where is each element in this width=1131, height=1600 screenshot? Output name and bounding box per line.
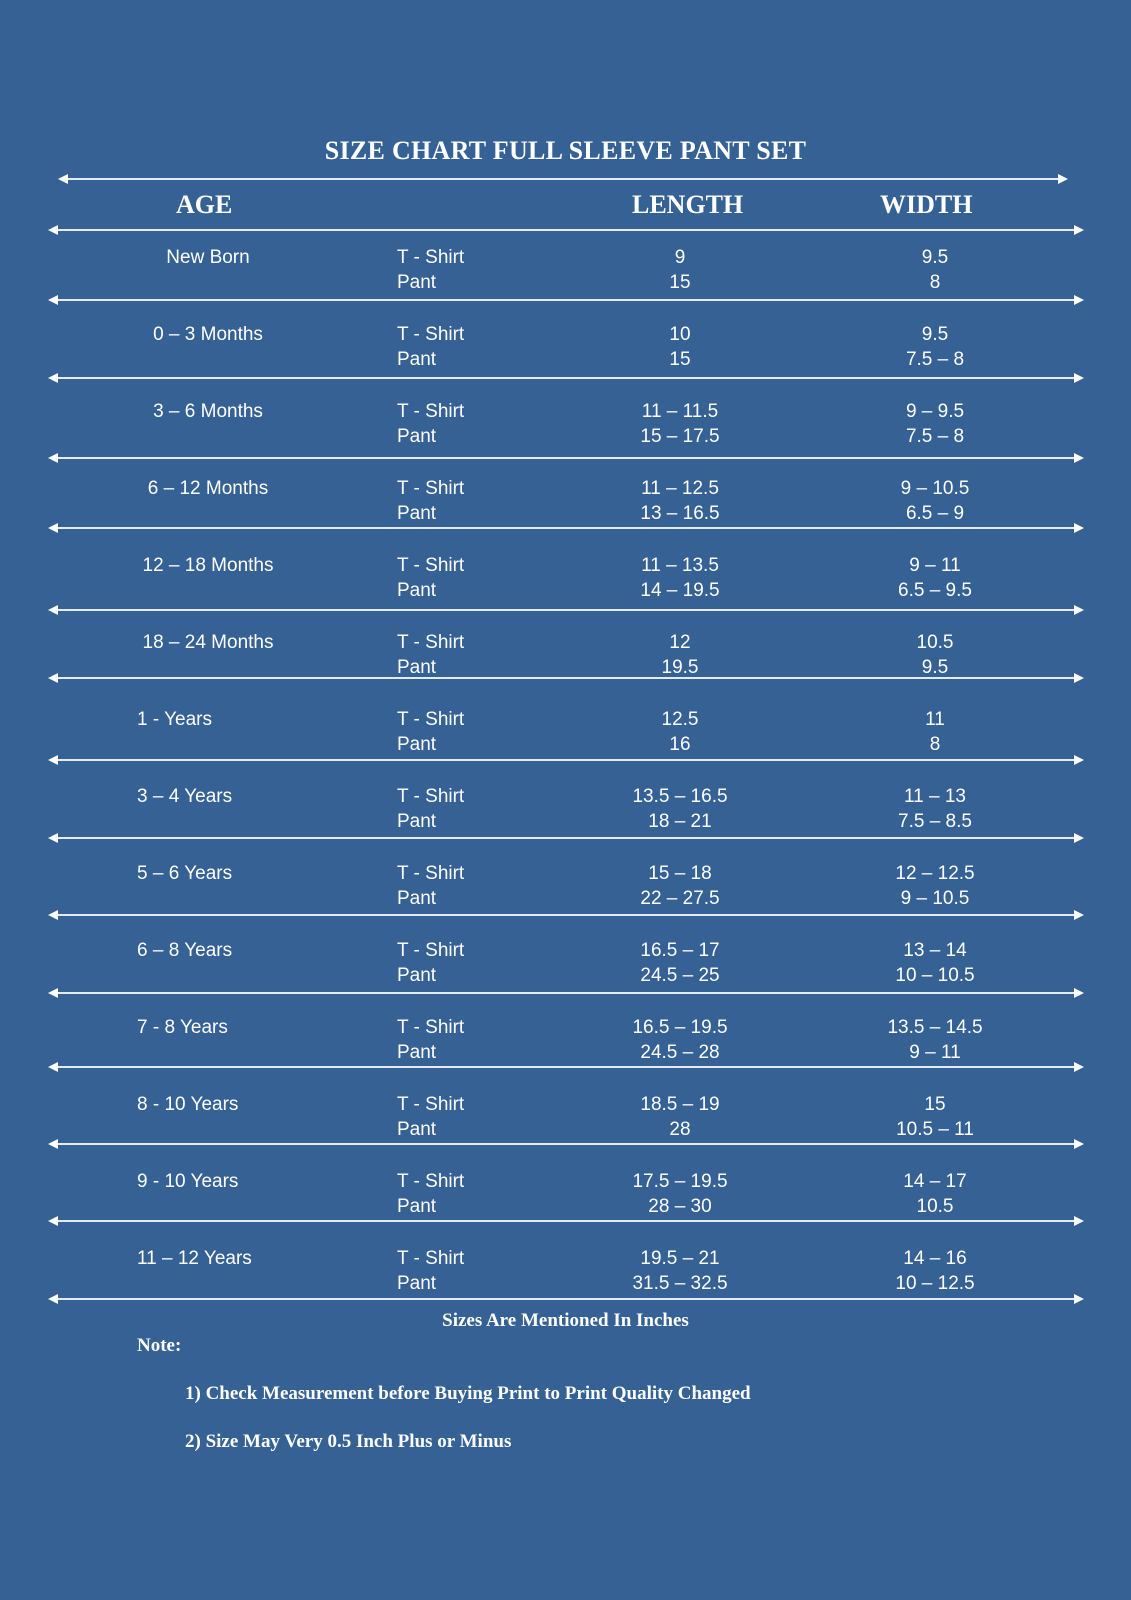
table-row xyxy=(0,630,1131,690)
tshirt-width-cell: 9 – 11 xyxy=(909,555,961,576)
note-item-1: 1) Check Measurement before Buying Print to Print Quality Changed xyxy=(185,1383,751,1404)
units-note: Sizes Are Mentioned In Inches xyxy=(442,1310,689,1331)
pant-label: Pant xyxy=(397,272,437,293)
age-cell: 11 – 12 Years xyxy=(137,1248,252,1269)
tshirt-label: T - Shirt xyxy=(397,1171,465,1192)
pant-label: Pant xyxy=(397,657,437,678)
tshirt-length-cell: 10 xyxy=(669,324,691,345)
tshirt-length-cell: 16.5 – 17 xyxy=(640,940,720,961)
pant-label: Pant xyxy=(397,349,437,370)
pant-length-cell: 31.5 – 32.5 xyxy=(632,1273,728,1294)
tshirt-label: T - Shirt xyxy=(397,863,465,884)
tshirt-length-cell: 19.5 – 21 xyxy=(640,1248,720,1269)
tshirt-length-cell: 11 – 13.5 xyxy=(641,555,719,576)
tshirt-width-cell: 10.5 xyxy=(916,632,954,653)
header-length: LENGTH xyxy=(632,190,744,219)
note-label: Note: xyxy=(137,1335,182,1356)
table-row xyxy=(0,938,1131,998)
table-row xyxy=(0,1015,1131,1075)
age-cell: 12 – 18 Months xyxy=(142,555,274,576)
pant-label: Pant xyxy=(397,580,437,601)
pant-width-cell: 9.5 xyxy=(921,657,949,678)
tshirt-label: T - Shirt xyxy=(397,632,465,653)
pant-label: Pant xyxy=(397,503,437,524)
tshirt-width-cell: 14 – 17 xyxy=(903,1171,967,1192)
age-cell: 9 - 10 Years xyxy=(137,1171,239,1192)
tshirt-length-cell: 11 – 12.5 xyxy=(641,478,719,499)
tshirt-label: T - Shirt xyxy=(397,1094,465,1115)
header-age: AGE xyxy=(176,190,233,219)
pant-width-cell: 10 – 12.5 xyxy=(895,1273,975,1294)
age-cell: 8 - 10 Years xyxy=(137,1094,239,1115)
tshirt-length-cell: 9 xyxy=(674,247,686,268)
table-row xyxy=(0,707,1131,767)
age-cell: New Born xyxy=(166,247,250,268)
table-row xyxy=(0,245,1131,305)
table-row xyxy=(0,1092,1131,1152)
tshirt-width-cell: 11 xyxy=(925,709,945,730)
tshirt-label: T - Shirt xyxy=(397,555,465,576)
pant-length-cell: 15 – 17.5 xyxy=(640,426,720,447)
row-divider-arrow xyxy=(48,223,1084,237)
tshirt-label: T - Shirt xyxy=(397,247,465,268)
pant-width-cell: 7.5 – 8.5 xyxy=(898,811,972,832)
title-arrow-divider xyxy=(58,172,1068,186)
tshirt-length-cell: 12.5 xyxy=(661,709,699,730)
tshirt-label: T - Shirt xyxy=(397,324,465,345)
tshirt-width-cell: 9.5 xyxy=(921,247,949,268)
pant-length-cell: 15 xyxy=(669,272,691,293)
header-width: WIDTH xyxy=(880,190,973,219)
table-row xyxy=(0,1246,1131,1306)
table-row xyxy=(0,399,1131,459)
tshirt-label: T - Shirt xyxy=(397,1248,465,1269)
pant-label: Pant xyxy=(397,734,437,755)
pant-length-cell: 14 – 19.5 xyxy=(640,580,720,601)
pant-label: Pant xyxy=(397,965,437,986)
tshirt-label: T - Shirt xyxy=(397,786,465,807)
pant-length-cell: 28 – 30 xyxy=(648,1196,712,1217)
tshirt-width-cell: 14 – 16 xyxy=(903,1248,967,1269)
pant-length-cell: 19.5 xyxy=(661,657,699,678)
table-row xyxy=(0,1169,1131,1229)
age-cell: 0 – 3 Months xyxy=(153,324,263,345)
table-row xyxy=(0,784,1131,844)
pant-label: Pant xyxy=(397,1119,437,1140)
tshirt-width-cell: 13 – 14 xyxy=(903,940,967,961)
pant-label: Pant xyxy=(397,888,437,909)
tshirt-length-cell: 11 – 11.5 xyxy=(641,401,719,422)
pant-width-cell: 10.5 xyxy=(916,1196,954,1217)
tshirt-label: T - Shirt xyxy=(397,709,465,730)
pant-width-cell: 7.5 – 8 xyxy=(905,426,965,447)
tshirt-length-cell: 13.5 – 16.5 xyxy=(632,786,728,807)
tshirt-length-cell: 15 – 18 xyxy=(648,863,712,884)
pant-length-cell: 24.5 – 25 xyxy=(640,965,720,986)
pant-width-cell: 9 – 11 xyxy=(909,1042,961,1063)
pant-width-cell: 10 – 10.5 xyxy=(895,965,975,986)
tshirt-length-cell: 12 xyxy=(669,632,691,653)
tshirt-width-cell: 15 xyxy=(924,1094,946,1115)
pant-label: Pant xyxy=(397,811,437,832)
tshirt-label: T - Shirt xyxy=(397,940,465,961)
pant-width-cell: 9 – 10.5 xyxy=(900,888,970,909)
pant-label: Pant xyxy=(397,1273,437,1294)
age-cell: 6 – 12 Months xyxy=(147,478,269,499)
note-item-2: 2) Size May Very 0.5 Inch Plus or Minus xyxy=(185,1431,512,1452)
table-row xyxy=(0,553,1131,613)
tshirt-width-cell: 9 – 9.5 xyxy=(905,401,965,422)
tshirt-length-cell: 16.5 – 19.5 xyxy=(632,1017,728,1038)
pant-width-cell: 6.5 – 9.5 xyxy=(898,580,972,601)
table-row xyxy=(0,861,1131,921)
age-cell: 7 - 8 Years xyxy=(137,1017,228,1038)
pant-width-cell: 7.5 – 8 xyxy=(905,349,965,370)
pant-width-cell: 8 xyxy=(929,272,941,293)
age-cell: 6 – 8 Years xyxy=(137,940,233,961)
page-title: SIZE CHART FULL SLEEVE PANT SET xyxy=(324,136,807,165)
age-cell: 1 - Years xyxy=(137,709,212,730)
pant-length-cell: 28 xyxy=(669,1119,691,1140)
tshirt-width-cell: 9.5 xyxy=(921,324,949,345)
age-cell: 18 – 24 Months xyxy=(142,632,274,653)
tshirt-width-cell: 13.5 – 14.5 xyxy=(887,1017,983,1038)
tshirt-width-cell: 12 – 12.5 xyxy=(895,863,975,884)
pant-width-cell: 8 xyxy=(929,734,941,755)
tshirt-length-cell: 17.5 – 19.5 xyxy=(632,1171,728,1192)
pant-length-cell: 18 – 21 xyxy=(648,811,712,832)
table-row xyxy=(0,476,1131,536)
pant-length-cell: 22 – 27.5 xyxy=(640,888,720,909)
pant-width-cell: 6.5 – 9 xyxy=(905,503,965,524)
pant-length-cell: 15 xyxy=(669,349,691,370)
table-row xyxy=(0,322,1131,382)
tshirt-label: T - Shirt xyxy=(397,478,465,499)
pant-length-cell: 16 xyxy=(669,734,691,755)
tshirt-width-cell: 9 – 10.5 xyxy=(900,478,970,499)
pant-label: Pant xyxy=(397,426,437,447)
tshirt-width-cell: 11 – 13 xyxy=(904,786,966,807)
pant-label: Pant xyxy=(397,1196,437,1217)
pant-label: Pant xyxy=(397,1042,437,1063)
tshirt-label: T - Shirt xyxy=(397,401,465,422)
pant-length-cell: 13 – 16.5 xyxy=(640,503,720,524)
tshirt-length-cell: 18.5 – 19 xyxy=(640,1094,720,1115)
pant-width-cell: 10.5 – 11 xyxy=(896,1119,974,1140)
age-cell: 3 – 6 Months xyxy=(153,401,263,422)
age-cell: 3 – 4 Years xyxy=(137,786,233,807)
tshirt-label: T - Shirt xyxy=(397,1017,465,1038)
age-cell: 5 – 6 Years xyxy=(137,863,233,884)
pant-length-cell: 24.5 – 28 xyxy=(640,1042,720,1063)
